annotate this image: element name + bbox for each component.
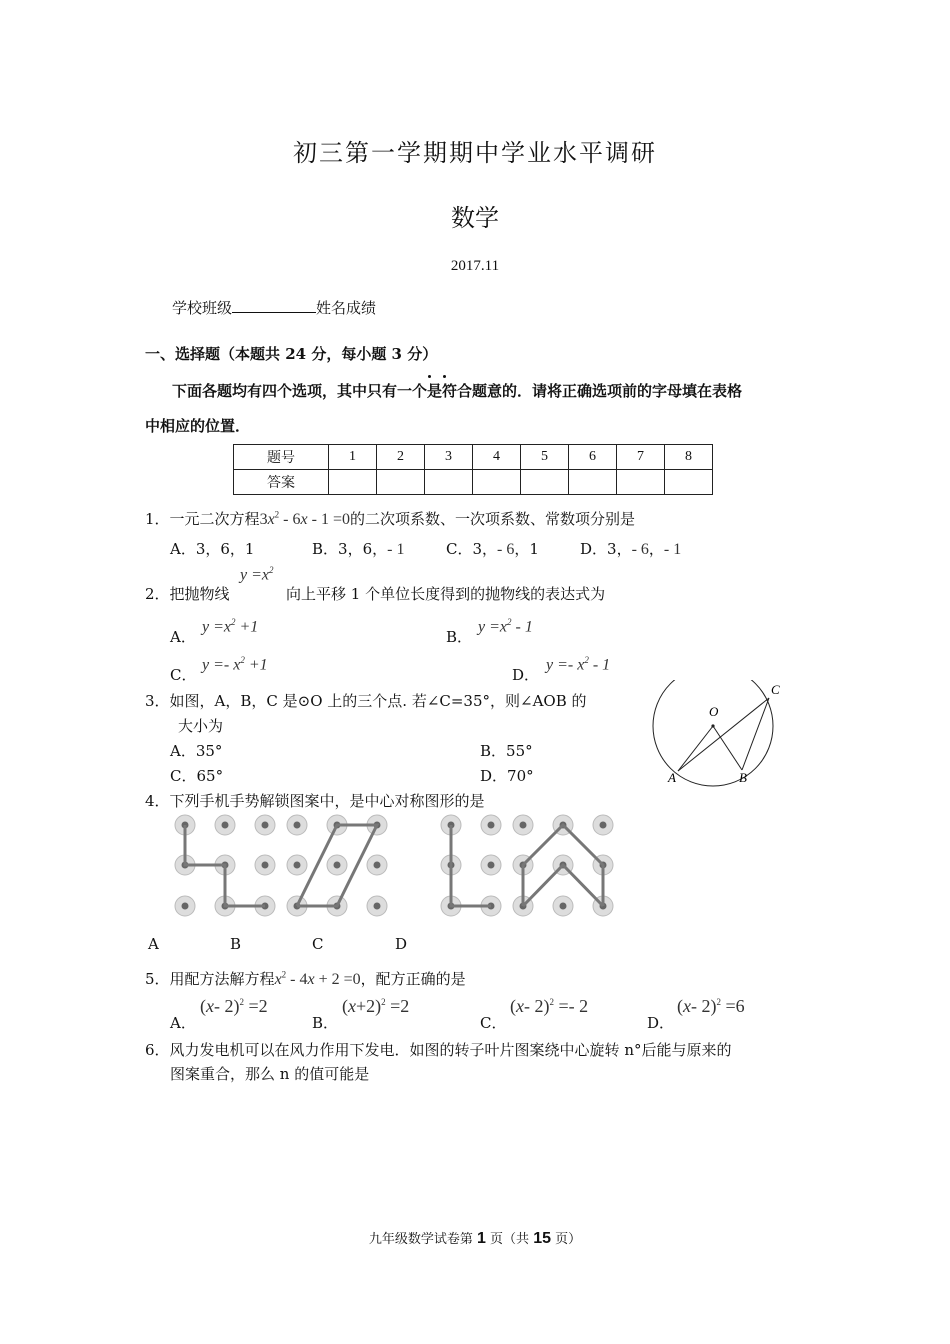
segment-oa [678,726,713,771]
answer-cell[interactable] [617,470,665,495]
row-header: 答案 [234,470,329,495]
equation: $y =- x^2 +1$ [202,655,268,674]
instruction-line-2: 中相应的位置． [145,417,251,435]
equation: $y =x^2 - 1$ [478,617,533,636]
option-a[interactable]: A． [170,628,196,646]
exam-date: 2017.11 [450,258,500,274]
subject-title: 数学 [451,204,499,232]
answer-cell[interactable] [665,470,713,495]
question-5: 5．用配方法解方程$x^2 - 4x + 2 =0$，配方正确的是 [145,969,466,988]
name-score-label: 姓名成绩 [316,299,377,317]
option-c[interactable]: C． [170,666,197,684]
answer-cell[interactable] [569,470,617,495]
page-title: 初三第一学期期中学业水平调研 [293,139,657,167]
pattern-label-a: A [148,935,159,953]
question-2: 2．把抛物线 [145,585,230,603]
page-total: 15 [533,1230,551,1247]
circle-figure [645,680,795,790]
option-a[interactable]: A． [170,1014,196,1032]
equation: (x- 2)$^2$ =6 [677,996,745,1016]
center-dot [711,724,714,727]
question-text: 一元二次方程 [169,510,260,528]
pattern-label-b: B [230,935,242,953]
page-footer: 九年级数学试卷第 1 页（共 15 页） [368,1230,582,1247]
question-6: 6．风力发电机可以在风力作用下发电．如图的转子叶片图案绕中心旋转 n°后能与原来的 [145,1041,732,1059]
option-d[interactable]: D． [647,1014,675,1032]
equation: $y =x^2 +1$ [202,617,259,636]
option-b[interactable]: B．3，6，- 1 [312,540,405,558]
student-info-line [172,297,376,318]
pattern-label-c: C [312,935,324,953]
section-heading: 一、选择题（本题共 24 分，每小题 3 分） [145,345,438,363]
answer-table [233,444,713,495]
option-a[interactable]: A．3，6，1 [170,540,255,558]
pattern-label-d: D [395,935,408,953]
table-cell: 7 [617,445,665,470]
question-3: 3．如图，A，B，C 是⊙O 上的三个点. 若∠C=35°，则∠AOB 的 [145,692,587,710]
table-cell: 6 [569,445,617,470]
equation: $y =- x^2 - 1$ [546,655,611,674]
option-b[interactable]: B．55° [480,742,533,760]
option-d[interactable]: D． [512,666,540,684]
question-number: 1． [145,510,170,528]
pattern-d[interactable] [513,815,613,916]
option-d[interactable]: D．70° [480,767,534,785]
school-class-label: 学校班级 [172,299,233,317]
answer-cell[interactable] [425,470,473,495]
table-cell: 1 [329,445,377,470]
pattern-a[interactable] [175,815,275,916]
option-a[interactable]: A．35° [170,742,223,760]
option-c[interactable]: C．3，- 6，1 [446,540,539,558]
emphasis-dot [428,375,431,378]
table-cell: 2 [377,445,425,470]
option-c[interactable]: C．65° [170,767,224,785]
table-row [234,470,713,495]
label-c: C [771,682,780,697]
label-o: O [709,704,719,719]
table-cell: 3 [425,445,473,470]
unlock-patterns [165,810,625,920]
pattern-c[interactable] [441,815,501,916]
table-cell: 5 [521,445,569,470]
table-cell: 4 [473,445,521,470]
answer-cell[interactable] [473,470,521,495]
question-text: 向上平移 1 个单位长度得到的抛物线的表达式为 [286,585,606,603]
table-cell: 8 [665,445,713,470]
option-b[interactable]: B． [446,628,473,646]
answer-cell[interactable] [329,470,377,495]
equation: $3x^2 - 6x - 1 =0$ [259,509,350,528]
label-a: A [668,770,676,785]
pattern-b[interactable] [287,815,387,916]
question-text: 图案重合，那么 n 的值可能是 [170,1065,370,1083]
answer-cell[interactable] [521,470,569,495]
option-c[interactable]: C． [480,1014,507,1032]
page-number: 1 [477,1230,486,1247]
label-b: B [739,770,747,785]
question-text: 的二次项系数、一次项系数、常数项分别是 [349,510,635,528]
question-4: 4．下列手机手势解锁图案中，是中心对称图形的是 [145,792,485,810]
table-row [234,445,713,470]
answer-cell[interactable] [377,470,425,495]
segment-ob [713,726,742,770]
equation: $(x+2)^2 =2$ [342,996,410,1016]
equation: (x- 2)$^2$ =- 2 [510,996,589,1016]
question-text: 大小为 [178,717,224,735]
emphasis-dot [443,375,446,378]
question-1 [145,508,635,529]
equation: $y =x^2$ [240,565,274,584]
option-d[interactable]: D．3，- 6，- 1 [580,540,682,558]
row-header: 题号 [234,445,329,470]
equation: (x- 2)$^2$ =2 [200,996,268,1016]
instruction-line-1: 下面各题均有四个选项，其中只有一个是符合题意的．请将正确选项前的字母填在表格 [172,382,743,400]
equation: $x^2 - 4x + 2 =0$ [274,969,361,988]
fill-blank[interactable] [232,298,316,313]
option-b[interactable]: B． [312,1014,339,1032]
